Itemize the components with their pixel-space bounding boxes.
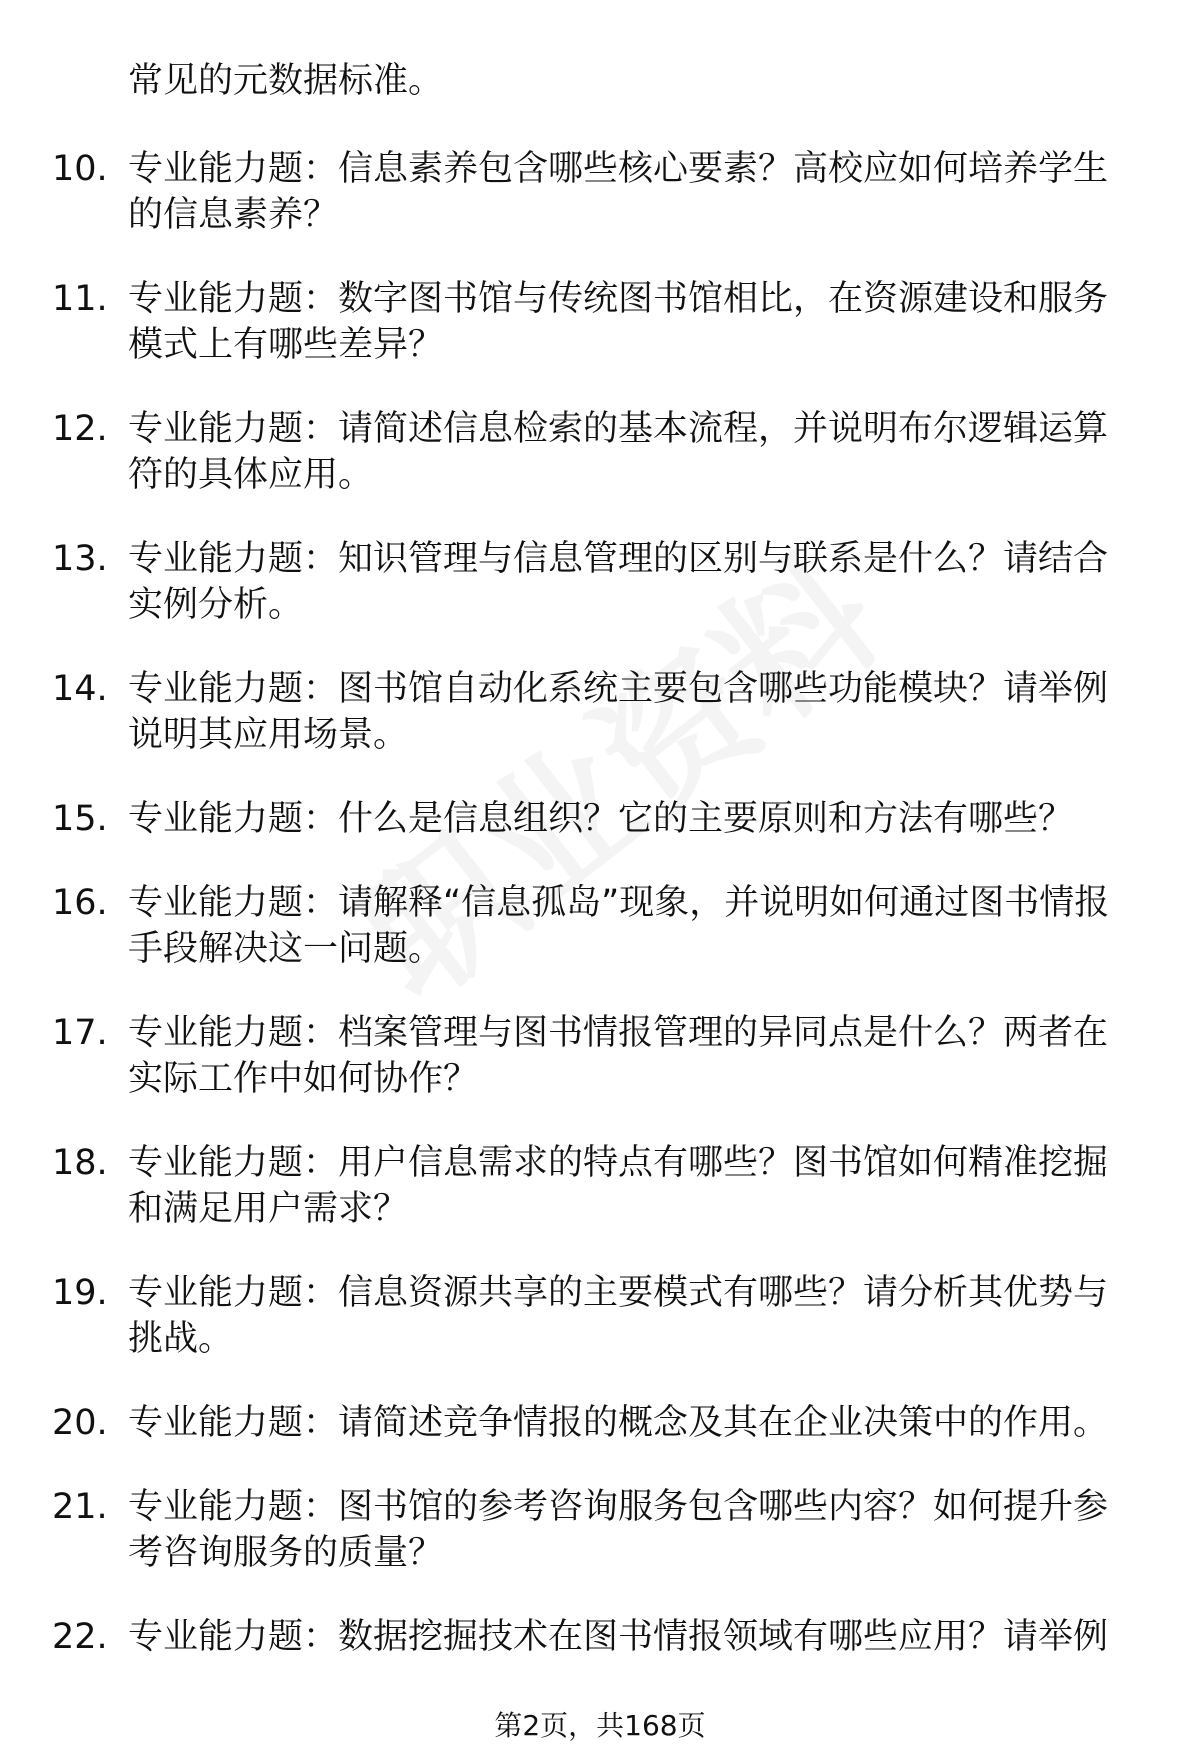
list-item xyxy=(52,1140,1142,1232)
question-number: 15. xyxy=(52,799,108,839)
question-text: 专业能力题：用户信息需求的特点有哪些？图书馆如何精准挖掘和满足用户需求？ xyxy=(128,1143,1109,1229)
question-number: 16. xyxy=(52,883,108,923)
continuation-text: 常见的元数据标准。 xyxy=(128,61,444,101)
question-text: 专业能力题：图书馆的参考咨询服务包含哪些内容？如何提升参考咨询服务的质量？ xyxy=(128,1487,1109,1573)
question-number: 17. xyxy=(52,1013,108,1053)
question-number: 22. xyxy=(52,1617,108,1657)
list-item xyxy=(52,146,1142,238)
question-number: 19. xyxy=(52,1273,108,1313)
question-text: 专业能力题：请简述竞争情报的概念及其在企业决策中的作用。 xyxy=(128,1403,1109,1443)
question-number: 21. xyxy=(52,1487,108,1527)
question-number: 12. xyxy=(52,409,108,449)
question-number: 20. xyxy=(52,1403,108,1443)
list-item xyxy=(52,406,1142,498)
list-item xyxy=(52,1010,1142,1102)
question-list xyxy=(52,146,1142,1698)
question-text: 专业能力题：数字图书馆与传统图书馆相比，在资源建设和服务模式上有哪些差异？ xyxy=(128,279,1109,365)
question-text: 专业能力题：档案管理与图书情报管理的异同点是什么？两者在实际工作中如何协作？ xyxy=(128,1013,1109,1099)
question-number: 14. xyxy=(52,669,108,709)
list-item xyxy=(52,796,1142,842)
list-item xyxy=(52,1400,1142,1446)
question-text: 专业能力题：知识管理与信息管理的区别与联系是什么？请结合实例分析。 xyxy=(128,539,1109,625)
page-footer: 第2页，共168页 xyxy=(494,1709,706,1742)
question-text: 专业能力题：信息素养包含哪些核心要素？高校应如何培养学生的信息素养？ xyxy=(128,149,1109,235)
question-text: 专业能力题：什么是信息组织？它的主要原则和方法有哪些？ xyxy=(128,799,1074,839)
question-text: 专业能力题：信息资源共享的主要模式有哪些？请分析其优势与挑战。 xyxy=(128,1273,1109,1359)
list-item xyxy=(52,536,1142,628)
list-item xyxy=(52,880,1142,972)
list-item xyxy=(52,1270,1142,1362)
list-item xyxy=(52,276,1142,368)
question-number: 13. xyxy=(52,539,108,579)
list-item xyxy=(52,1614,1142,1660)
question-number: 10. xyxy=(52,149,108,189)
question-number: 11. xyxy=(52,279,108,319)
question-text: 专业能力题：数据挖掘技术在图书情报领域有哪些应用？请举例 xyxy=(128,1617,1109,1657)
question-text: 专业能力题：请简述信息检索的基本流程，并说明布尔逻辑运算符的具体应用。 xyxy=(128,409,1109,495)
list-item xyxy=(52,666,1142,758)
list-item xyxy=(52,1484,1142,1576)
question-text: 专业能力题：图书馆自动化系统主要包含哪些功能模块？请举例说明其应用场景。 xyxy=(128,669,1109,755)
question-text: 专业能力题：请解释“信息孤岛”现象，并说明如何通过图书情报手段解决这一问题。 xyxy=(128,883,1110,969)
question-number: 18. xyxy=(52,1143,108,1183)
